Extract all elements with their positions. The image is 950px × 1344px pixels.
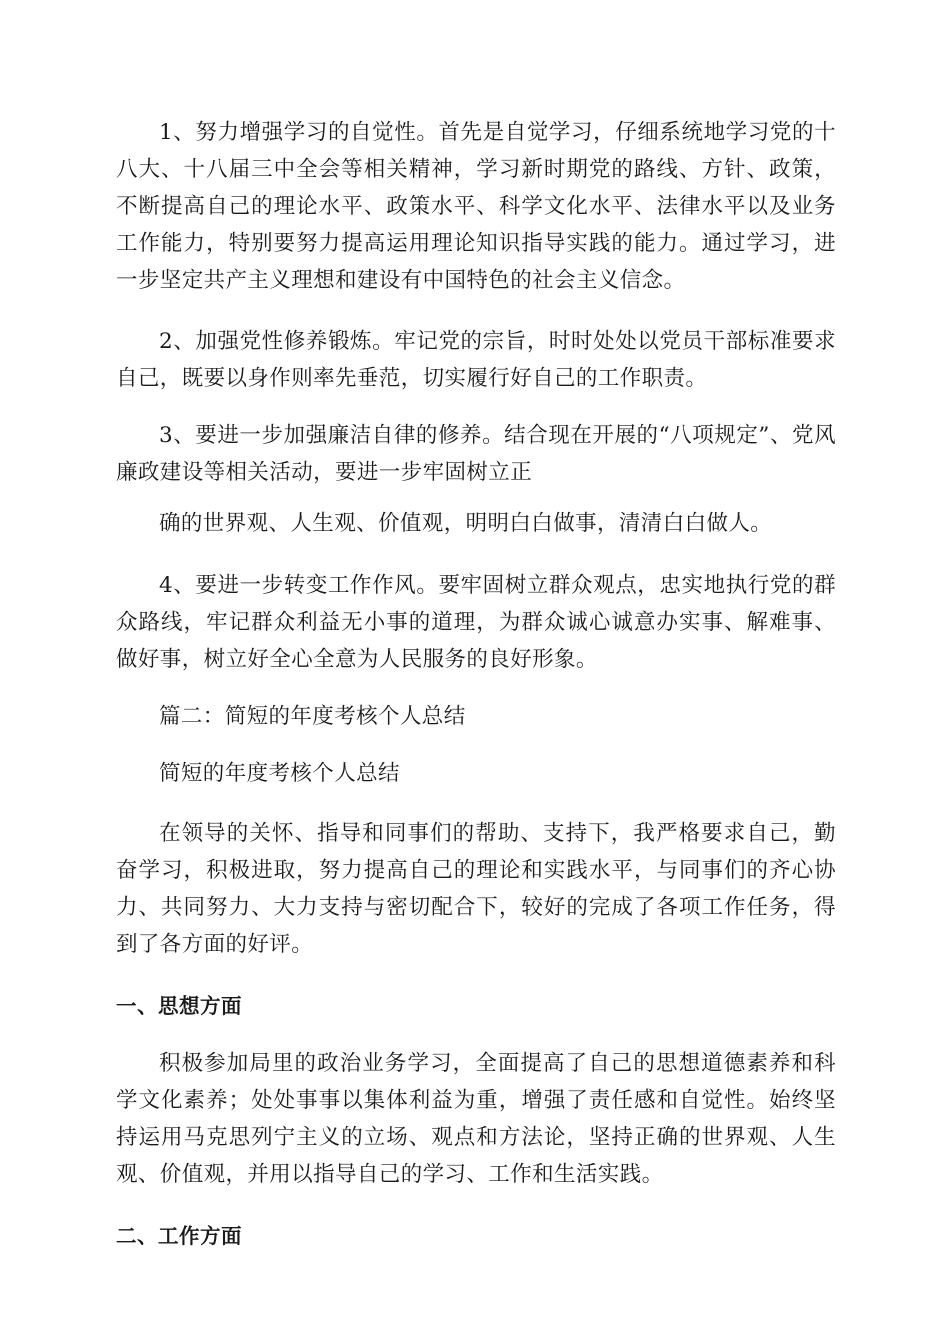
paragraph-integrity: 3、要进一步加强廉洁自律的修养。结合现在开展的“八项规定”、党风廉政建设等相关活动，要进一步牢固树立正 xyxy=(116,423,836,485)
document-page xyxy=(116,114,836,1255)
paragraph-ideology: 积极参加局里的政治业务学习，全面提高了自己的思想道德素养和科学文化素养；处处事事以集体利益为重，增强了责任感和自觉性。始终坚持运用马克思列宁主义的立场、观点和方法论，坚持正确的世界观、人生观、价值观，并用以指导自己的学习、工作和生活实践。 xyxy=(116,1051,836,1187)
document-subtitle: 简短的年度考核个人总结 xyxy=(159,761,400,786)
section-title-part-two: 篇二：简短的年度考核个人总结 xyxy=(159,704,466,729)
paragraph-integrity-continued: 确的世界观、人生观、价值观，明明白白做事，清清白白做人。 xyxy=(159,511,773,536)
heading-work: 二、工作方面 xyxy=(116,1224,242,1248)
paragraph-study-awareness: 1、努力增强学习的自觉性。首先是自觉学习，仔细系统地学习党的十八大、十八届三中全会等相关精神，学习新时期党的路线、方针、政策，不断提高自己的理论水平、政策水平、科学文化水平、法律水平以及业务工作能力，特别要努力提高运用理论知识指导实践的能力。通过学习，进一步坚定共产主义理想和建设有中国特色的社会主义信念。 xyxy=(116,120,836,293)
heading-ideology: 一、思想方面 xyxy=(116,994,242,1018)
paragraph-party-cultivation: 2、加强党性修养锻炼。牢记党的宗旨，时时处处以党员干部标准要求自己，既要以身作则率先垂范，切实履行好自己的工作职责。 xyxy=(116,329,836,391)
paragraph-introduction: 在领导的关怀、指导和同事们的帮助、支持下，我严格要求自己，勤奋学习，积极进取，努力提高自己的理论和实践水平，与同事们的齐心协力、共同努力、大力支持与密切配合下，较好的完成了各项工作任务，得到了各方面的好评。 xyxy=(116,821,836,957)
paragraph-work-style: 4、要进一步转变工作作风。要牢固树立群众观点，忠实地执行党的群众路线，牢记群众利益无小事的道理，为群众诚心诚意办实事、解难事、做好事，树立好全心全意为人民服务的良好形象。 xyxy=(116,573,836,672)
